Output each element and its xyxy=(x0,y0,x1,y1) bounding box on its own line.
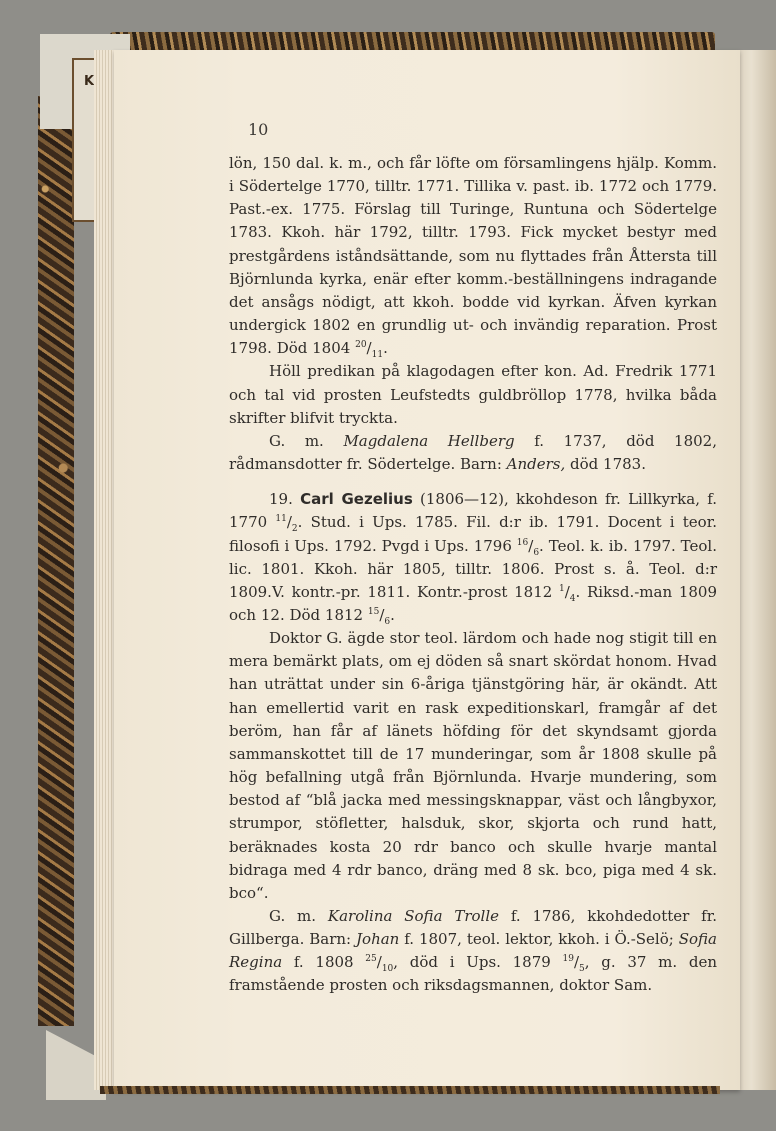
text-run: Magdalena Hellberg xyxy=(343,431,515,450)
book-cover-top-edge xyxy=(110,32,715,52)
page-stack-edge xyxy=(94,50,114,1090)
text-run: Johan xyxy=(356,930,400,949)
text-run: 6 xyxy=(384,616,391,627)
text-run: / xyxy=(564,582,570,601)
text-run: 20 xyxy=(355,340,367,351)
text-run: 16 xyxy=(516,537,529,548)
text-run: (1806—12), kkohdeson fr. Lillkyrka, f. 1770 xyxy=(229,490,718,532)
text-run: . xyxy=(390,605,395,624)
text-run: , död i Ups. 1879 xyxy=(393,953,563,972)
text-run: 10 xyxy=(381,964,394,975)
page-body-text xyxy=(229,152,717,998)
facing-page-edge xyxy=(735,50,776,1090)
text-run: 11 xyxy=(275,514,287,525)
text-run: 1 xyxy=(558,583,565,594)
text-run: Sofia Regina xyxy=(229,930,717,972)
text-run: . xyxy=(383,339,388,358)
text-run: f. 1807, teol. lektor, kkoh. i Ö.-Selö; xyxy=(399,930,679,949)
text-run: Karolina Sofia Trolle xyxy=(327,907,500,925)
text-run: 19 xyxy=(562,954,574,965)
text-run: 11 xyxy=(371,350,384,361)
text-run: / xyxy=(573,953,580,972)
text-run: Höll predikan på klagodagen efter kon. Ad. Fredrik 1771 och tal vid prosten Leufstedts guldbröllop 1778, hvilka båda skrifter blifvit tryckta. xyxy=(229,362,717,427)
text-run: f. 1737, död 1802, rådmansdotter fr. Södertelge. Barn: xyxy=(229,431,717,474)
text-run: död 1783. xyxy=(565,455,646,474)
text-run: 2 xyxy=(291,524,298,535)
text-run: . Teol. k. ib. 1797. Teol. lic. 1801. Kkoh. här 1805, tilltr. 1806. Prost s. å. Teol. d:r 1809.V. kontr.-pr. 1811. Kontr.-prost 1812 xyxy=(229,536,717,601)
text-run: . Stud. i Ups. 1785. Fil. d:r ib. 1791. Docent i teor. filosofi i Ups. 1792. Pvgd i Ups. 1796 xyxy=(229,513,717,555)
text-run: / xyxy=(366,339,372,358)
text-run: / xyxy=(286,513,292,532)
text-run: Doktor G. ägde stor teol. lärdom och hade nog stigit till en mera bemärkt plats, om ej döden så snart skördat honom. Hvad han uträttat under sin 6-åriga tjänstgöring här, är okändt. Att han emellertid varit en rask expeditionskarl, framgår af det beröm, han får af länets höfding för det skyndsamt gjorda sammanskottet till de 17 munderingar, som år 1808 skulle på hög befallning utgå från Björnlunda. Hvarje mundering, som bestod af “blå jacka med messingsknappar, väst och långbyxor, strumpor, stöfletter, halsduk, skor, skjorta och rund hatt, beräknades kosta 20 rdr banco och skulle hvarje mantal bidraga med 4 rdr banco, dräng med 8 sk. bco, piga med 4 sk. bco“. xyxy=(229,629,717,902)
text-run: f. 1786, kkohdedotter fr. Gillberga. Barn: xyxy=(229,907,717,949)
text-run: Anders, xyxy=(506,455,566,474)
paragraph-p2 xyxy=(229,360,717,429)
marbled-cover-spine xyxy=(38,96,74,1026)
paragraph-p5 xyxy=(229,627,717,905)
paragraph-p1 xyxy=(229,152,717,360)
text-run: 19. xyxy=(269,490,301,509)
text-run: / xyxy=(528,536,534,555)
text-run: / xyxy=(379,605,385,624)
paragraph-p6 xyxy=(229,905,717,998)
text-run: 25 xyxy=(365,954,377,965)
text-run: G. m. xyxy=(269,431,344,450)
text-run: G. m. xyxy=(269,907,328,925)
text-run: 5 xyxy=(579,964,585,975)
paragraph-p4 xyxy=(229,488,717,627)
page-number: 10 xyxy=(248,120,269,139)
text-run: 4 xyxy=(569,593,576,604)
text-run: , g. 37 m. den framstående prosten och riksdagsmannen, doktor Sam. xyxy=(229,953,717,995)
text-run: lön, 150 dal. k. m., och får löfte om församlingens hjälp. Komm. i Södertelge 1770, tilltr. 1771. Tillika v. past. ib. 1772 och 1779. Past.-ex. 1775. Förslag till Turinge, Runtuna och Södertelge 1783. Kkoh. här 1792, tilltr. 1793. Fick mycket bestyr med prestgårdens iståndsättande, som nu flyttades från Åttersta till Björnlunda kyrka, enär efter komm.-beställningens indragande det ansågs nödigt, att kkoh. bodde vid kyrkan. Äfven kyrkan undergick 1802 en grundlig ut- och invändig reparation. Prost 1798. Död 1804 xyxy=(229,154,717,358)
text-run: Carl Gezelius xyxy=(300,490,413,509)
book-cover-bottom-edge xyxy=(100,1086,720,1094)
paragraph-gap xyxy=(229,476,717,488)
paragraph-p3 xyxy=(229,430,717,476)
text-run: / xyxy=(376,953,382,972)
text-run: . Riksd.-man 1809 och 12. Död 1812 xyxy=(229,582,717,624)
text-run: f. 1808 xyxy=(282,953,366,972)
text-run: 15 xyxy=(367,606,380,617)
text-run: 6 xyxy=(533,547,540,558)
spine-label-text: K xyxy=(84,74,95,89)
